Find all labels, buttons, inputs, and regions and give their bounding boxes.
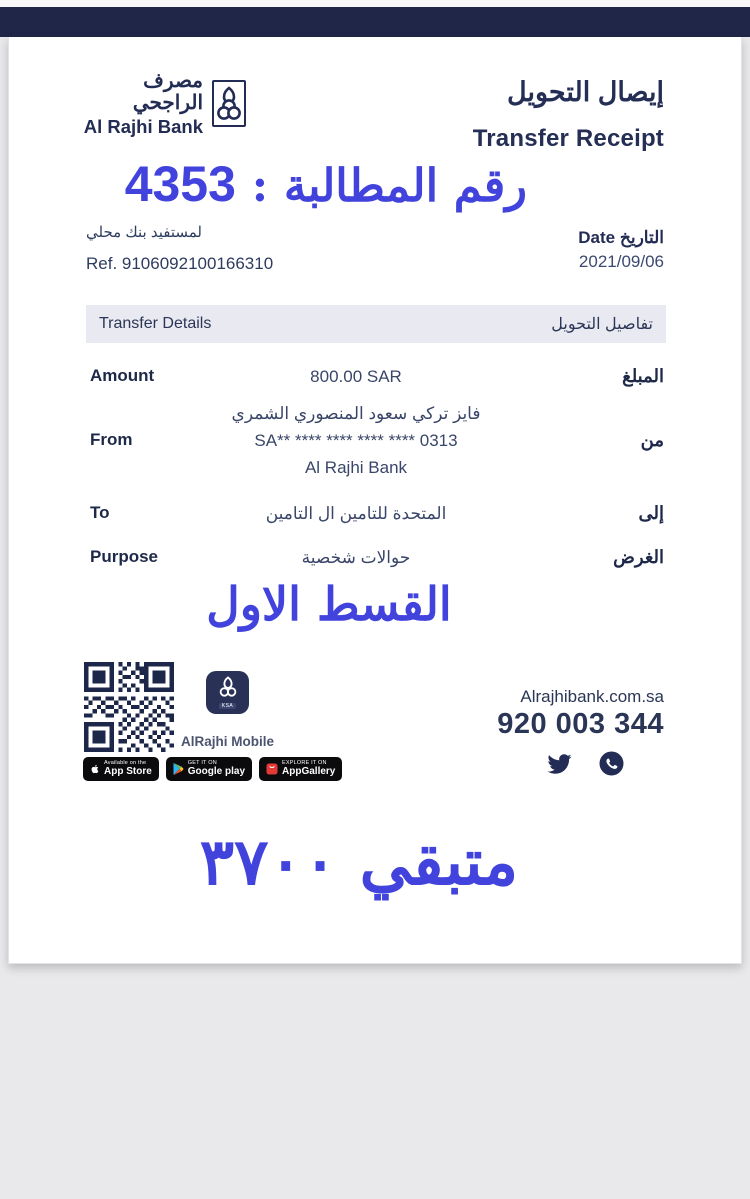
store-badges [83,757,342,781]
app-navigation-bar [0,7,750,37]
annotation-remaining-amount: متبقي ٣٧٠٠ [199,825,519,900]
table-row-to [90,493,664,533]
app-store-badge[interactable]: Available on the App Store [83,757,159,781]
google-play-badge[interactable]: GET IT ON Google play [166,757,252,781]
date-label: التاريخ Date [578,228,664,247]
annotation-claim-number: رقم المطالبة : 4353 [124,156,527,212]
bank-logo [69,70,246,137]
to-value: المتحدة للتامين ال التامين [265,503,447,523]
amount-value: 800.00 SAR [310,366,402,386]
google-play-icon [173,763,184,775]
details-header-arabic: تفاصيل التحويل [551,316,653,333]
date-value: 2021/09/06 [578,252,664,271]
whatsapp-icon[interactable] [599,751,624,776]
qr-code[interactable] [84,662,174,752]
annotation-first-installment: القسط الاول [206,577,452,631]
app-name-label: AlRajhi Mobile [180,734,274,749]
table-row-amount [90,355,664,397]
social-icons [546,751,624,776]
transfer-details-header [86,305,666,343]
reference-number: Ref. 9106092100166310 [86,254,274,273]
transfer-receipt-document [8,37,742,964]
purpose-value: حوالات شخصية [301,547,411,567]
from-label-ar: من [640,429,664,450]
twitter-icon[interactable] [546,752,573,776]
table-row-purpose [90,537,664,577]
alrajhi-mobile-app-icon [206,671,249,714]
ksa-tag: KSA [219,703,237,709]
appgallery-icon [266,763,278,775]
receipt-title-english: Transfer Receipt [472,125,664,152]
table-row-from [90,399,664,481]
alrajhi-emblem-icon [212,80,246,127]
receipt-title-arabic: إيصال التحويل [507,77,664,107]
bank-website[interactable]: Alrajhibank.com.sa [520,687,664,706]
purpose-label-en: Purpose [90,547,159,566]
bank-phone-number: 920 003 344 [497,708,664,740]
details-header-english: Transfer Details [99,315,212,332]
beneficiary-note: لمستفيد بنك محلي [86,224,203,241]
to-label-en: To [90,503,110,522]
appgallery-badge[interactable]: EXPLORE IT ON AppGallery [259,757,342,781]
bank-name-english: Al Rajhi Bank [83,116,203,137]
purpose-label-ar: الغرض [613,546,664,567]
amount-label-ar: المبلغ [622,365,664,386]
to-label-ar: إلى [638,502,664,523]
from-label-en: From [90,430,133,449]
from-value: فايز تركي سعود المنصوري الشمري SA** **** **** **** **** 0313 Al Rajhi Bank [231,403,481,477]
apple-icon [90,763,100,775]
bank-name-arabic: مصرف الراجحي [132,70,203,114]
amount-label-en: Amount [90,366,155,385]
